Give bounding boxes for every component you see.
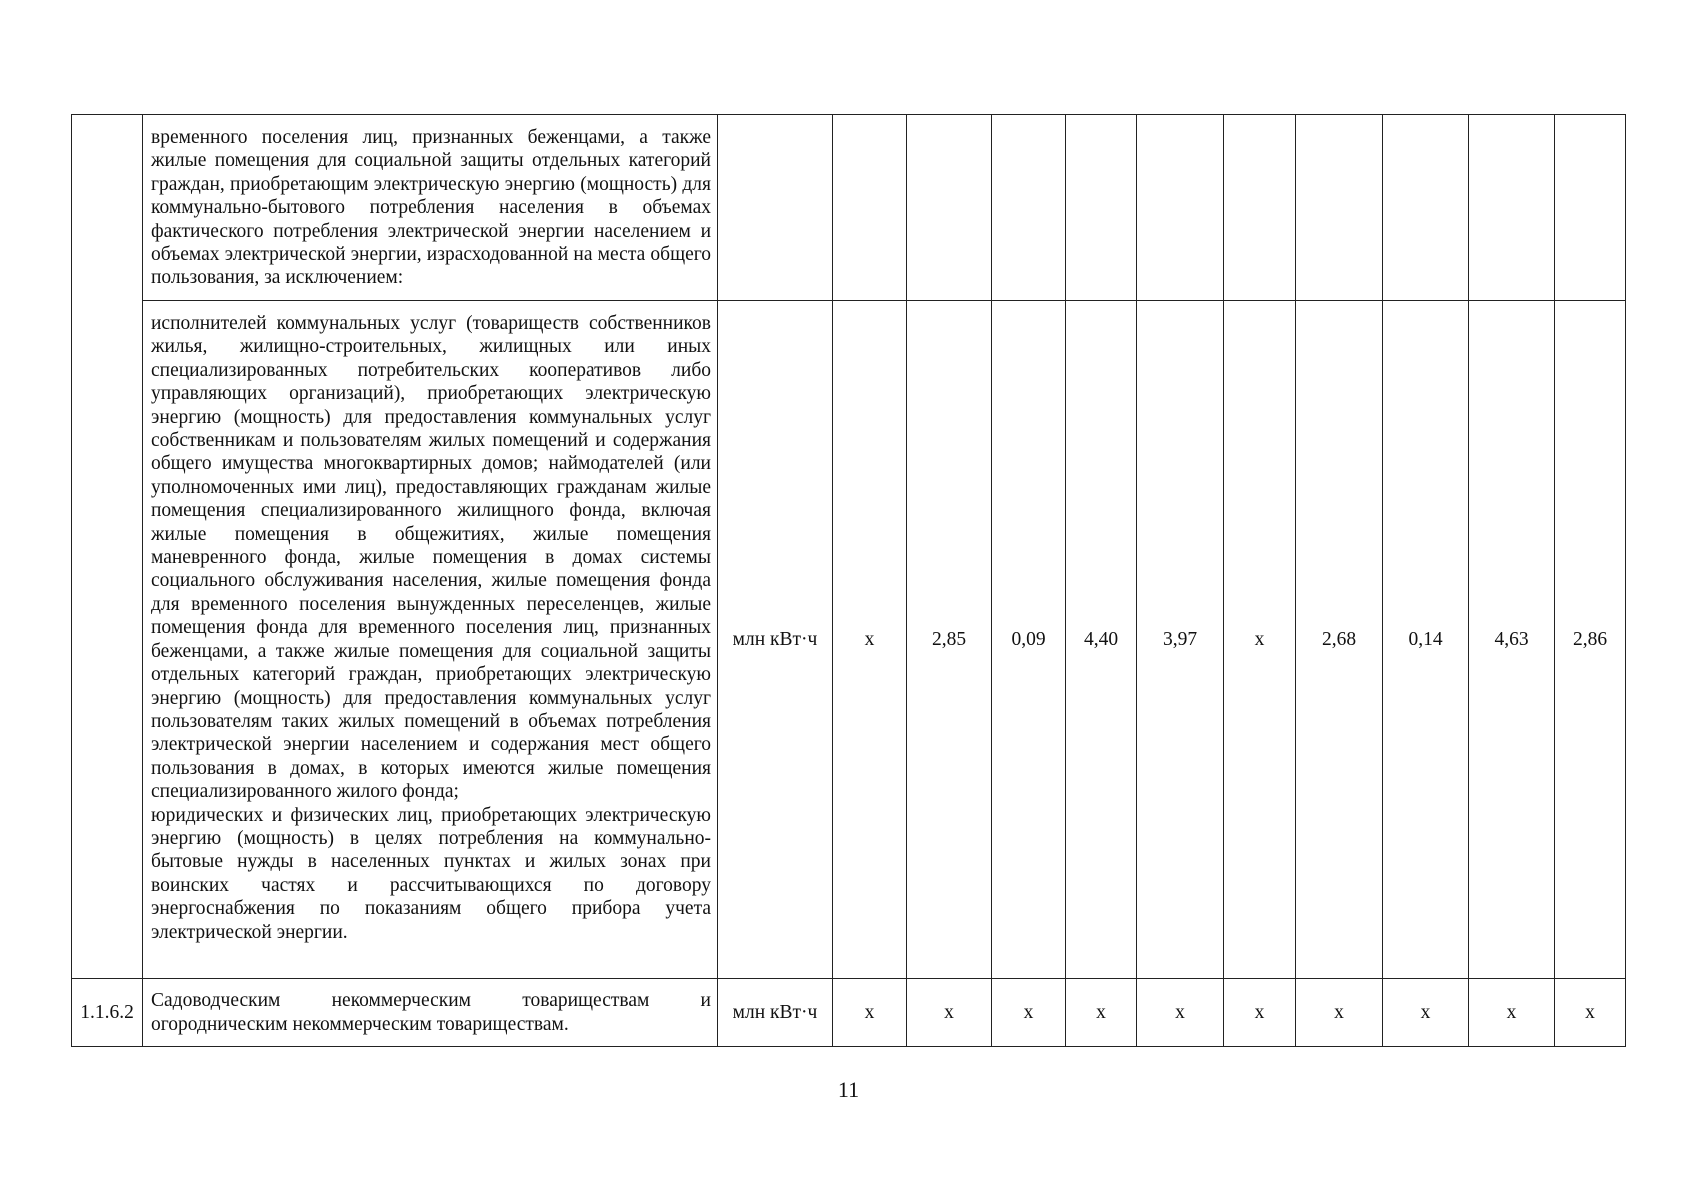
value-cell (907, 115, 992, 301)
value-cell: х (1224, 979, 1296, 1047)
value-cell (1469, 115, 1555, 301)
description-paragraph: юридических и физических лиц, приобретающих электрическую энергию (мощность) в целях потребления на коммунально-бытовые нужды в населенных пунктах и жилых зонах при воинских частях и рассчитывающихся по договору энергоснабжения по показаниям общего прибора учета электрической энергии. (151, 804, 711, 943)
value-cell: 4,40 (1066, 301, 1137, 979)
unit-cell: млн кВт·ч (718, 301, 833, 979)
data-table (71, 114, 1626, 1047)
value-cell (992, 115, 1066, 301)
value-cell: х (992, 979, 1066, 1047)
description-paragraph: временного поселения лиц, признанных беженцами, а также жилые помещения для социальной защиты отдельных категорий граждан, приобретающим электрическую энергию (мощность) для коммунально-бытового потребления населения в объемах фактического потребления электрической энергии населением и объемах электрической энергии, израсходованной на места общего пользования, за исключением: (151, 127, 711, 289)
row-description-cell (143, 979, 718, 1047)
row-description-cell (143, 115, 718, 301)
value-cell: 2,86 (1555, 301, 1626, 979)
value-cell: х (1296, 979, 1383, 1047)
unit-cell (718, 115, 833, 301)
value-cell (1383, 115, 1469, 301)
description-paragraph: исполнителей коммунальных услуг (товариществ собственников жилья, жилищно-строительных, жилищных или иных специализированных потребительских кооперативов либо управляющих организаций), приобретающих электрическую энергию (мощность) для предоставления коммунальных услуг собственникам и пользователям жилых помещений и содержания общего имущества многоквартирных домов; наймодателей (или уполномоченных ими лиц), предоставляющих гражданам жилые помещения специализированного жилищного фонда, включая жилые помещения в общежитиях, жилые помещения маневренного фонда, жилые помещения в домах системы социального обслуживания населения, жилые помещения фонда для временного поселения вынужденных переселенцев, жилые помещения фонда для временного поселения лиц, признанных беженцами, а также жилые помещения для социальной защиты отдельных категорий граждан, приобретающих электрическую энергию (мощность) для предоставления коммунальных услуг пользователям таких жилых помещений в объемах потребления электрической энергии населением и содержания мест общего пользования в домах, в которых имеются жилые помещения специализированного жилого фонда; (151, 313, 711, 803)
row-code-cell (72, 115, 143, 979)
value-cell: х (1383, 979, 1469, 1047)
description-paragraph: Садоводческим некоммерческим товариществам и огородническим некоммерческим товариществам. (151, 990, 711, 1035)
value-cell (1066, 115, 1137, 301)
value-cell: 3,97 (1137, 301, 1224, 979)
value-cell: х (1224, 301, 1296, 979)
value-cell: х (1066, 979, 1137, 1047)
value-cell: 0,09 (992, 301, 1066, 979)
value-cell (833, 115, 907, 301)
value-cell: 2,68 (1296, 301, 1383, 979)
page-number: 11 (837, 1077, 860, 1102)
value-cell: х (907, 979, 992, 1047)
value-cell (1137, 115, 1224, 301)
table-row (72, 979, 1626, 1047)
value-cell: х (1137, 979, 1224, 1047)
value-cell (1296, 115, 1383, 301)
value-cell: 4,63 (1469, 301, 1555, 979)
unit-cell: млн кВт·ч (718, 979, 833, 1047)
row-code-cell: 1.1.6.2 (72, 979, 143, 1047)
value-cell: х (833, 301, 907, 979)
value-cell: х (1555, 979, 1626, 1047)
row-description-cell (143, 301, 718, 979)
value-cell: х (833, 979, 907, 1047)
value-cell: 0,14 (1383, 301, 1469, 979)
table-row (72, 115, 1626, 301)
value-cell (1224, 115, 1296, 301)
value-cell: 2,85 (907, 301, 992, 979)
value-cell (1555, 115, 1626, 301)
table-row (72, 301, 1626, 979)
value-cell: х (1469, 979, 1555, 1047)
